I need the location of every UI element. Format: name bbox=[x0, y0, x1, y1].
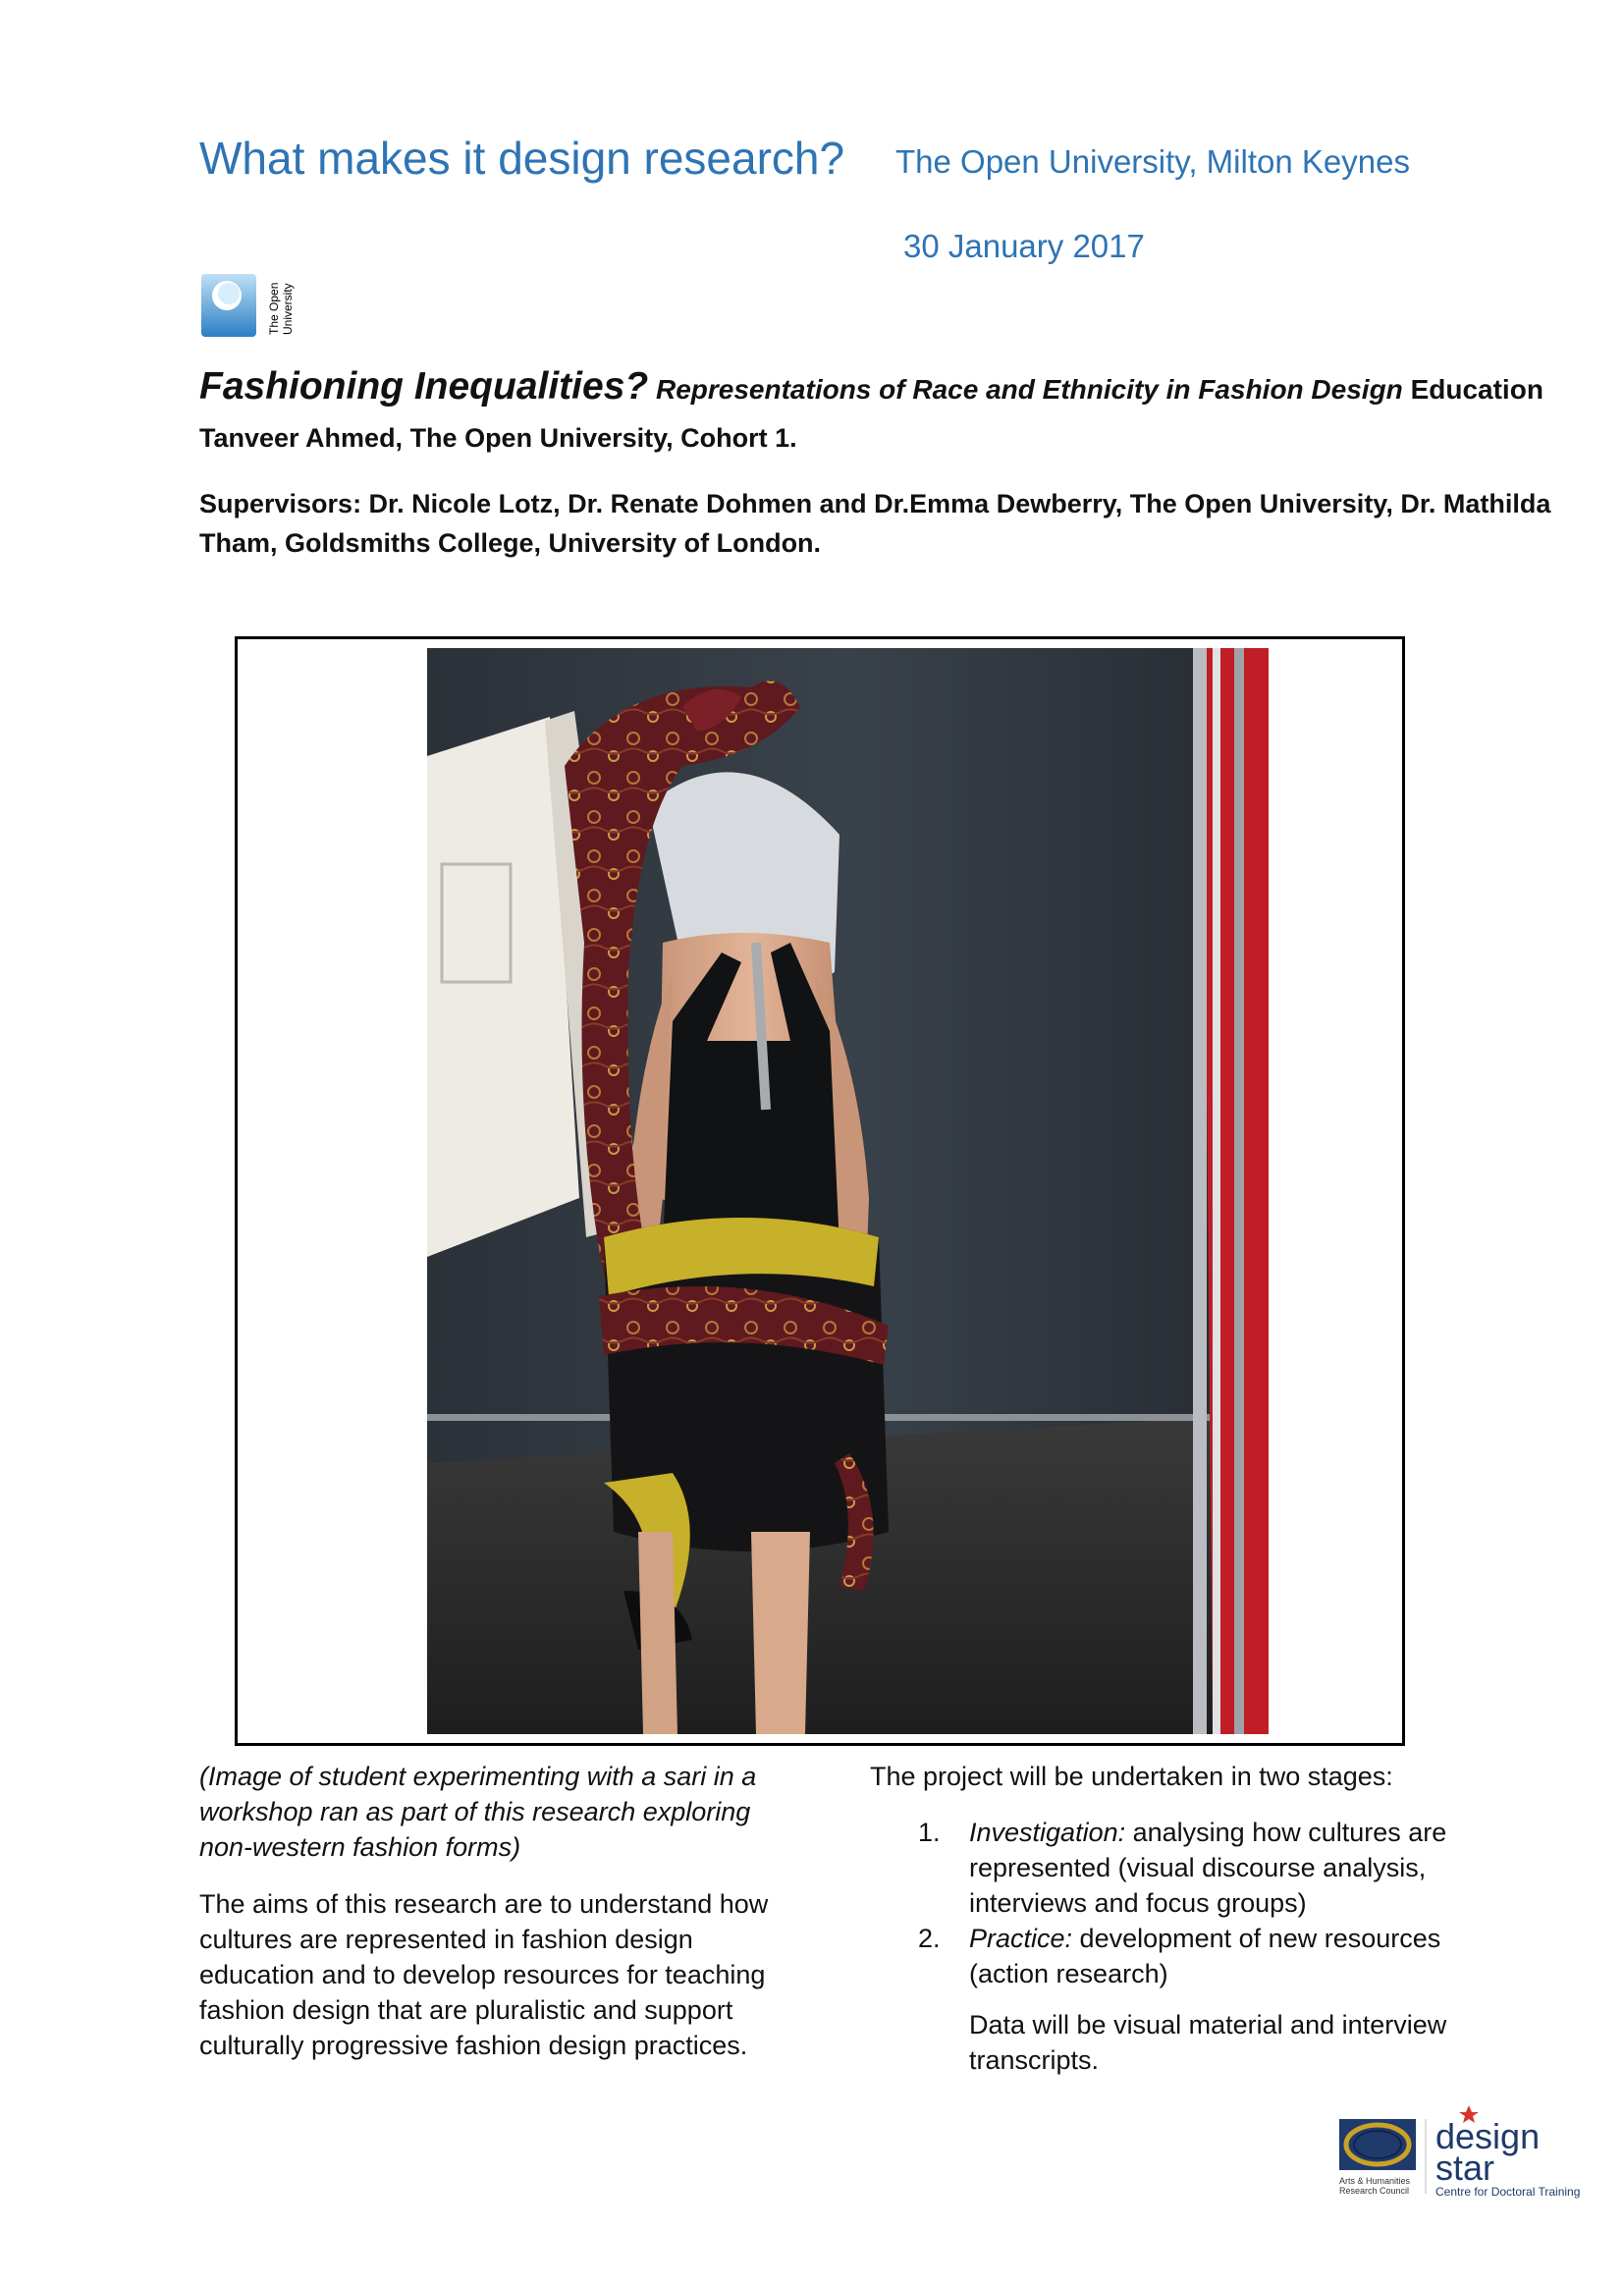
photo-caption: (Image of student experimenting with a sari in a workshop ran as part of this research exploring non-western fashion forms) bbox=[199, 1762, 757, 1862]
venue-text: The Open University, Milton Keynes bbox=[895, 143, 1410, 180]
list-item-number: 2. bbox=[918, 1924, 941, 1953]
photo-frame bbox=[235, 636, 1405, 1746]
logo-text-2: University bbox=[281, 283, 295, 335]
supervisors-line: Supervisors: Dr. Nicole Lotz, Dr. Renate Dohmen and Dr.Emma Dewberry, The Open University, Dr. Mathilda Tham, Goldsmiths College, University of London. bbox=[199, 489, 1551, 558]
date-text: 30 January 2017 bbox=[903, 228, 1145, 264]
logo-text-1: The Open bbox=[267, 282, 281, 335]
author-line: Tanveer Ahmed, The Open University, Cohort 1. bbox=[199, 423, 797, 453]
aims-paragraph: The aims of this research are to understand how cultures are represented in fashion design education and to develop resources for teaching fashion design that are pluralistic and support culturally progressive fashion design practices. bbox=[199, 1889, 769, 2060]
list-item bbox=[918, 1921, 1468, 1991]
brand-line-2: star bbox=[1435, 2148, 1495, 2188]
council-line-2: Research Council bbox=[1339, 2186, 1410, 2196]
list-item-text: analysing how cultures are represented (visual discourse analysis, interviews and focus groups) bbox=[969, 1818, 1447, 1918]
list-item-text: development of new resources (action research) bbox=[969, 1924, 1441, 1988]
page-title: What makes it design research? bbox=[199, 133, 845, 184]
project-title-main: Fashioning Inequalities? bbox=[199, 365, 649, 408]
list-item-number: 1. bbox=[918, 1818, 941, 1847]
list-item-label: Investigation: bbox=[969, 1818, 1126, 1847]
open-university-logo bbox=[201, 270, 304, 339]
brand-line-1: design bbox=[1435, 2116, 1541, 2156]
workshop-photo bbox=[427, 648, 1269, 1734]
list-item-label: Practice: bbox=[969, 1924, 1073, 1953]
stages-intro: The project will be undertaken in two stages: bbox=[870, 1762, 1393, 1791]
stages-list bbox=[918, 1815, 1468, 1991]
council-line-1: Arts & Humanities bbox=[1339, 2176, 1411, 2186]
footer-tagline: Centre for Doctoral Training bbox=[1435, 2185, 1581, 2199]
data-note: Data will be visual material and interview transcripts. bbox=[969, 2010, 1447, 2075]
project-title-end: Education bbox=[1410, 374, 1543, 405]
project-title bbox=[199, 365, 1543, 408]
design-star-logo bbox=[1339, 2101, 1595, 2200]
list-item bbox=[918, 1815, 1468, 1921]
project-title-sub: Representations of Race and Ethnicity in Fashion Design bbox=[655, 374, 1403, 405]
